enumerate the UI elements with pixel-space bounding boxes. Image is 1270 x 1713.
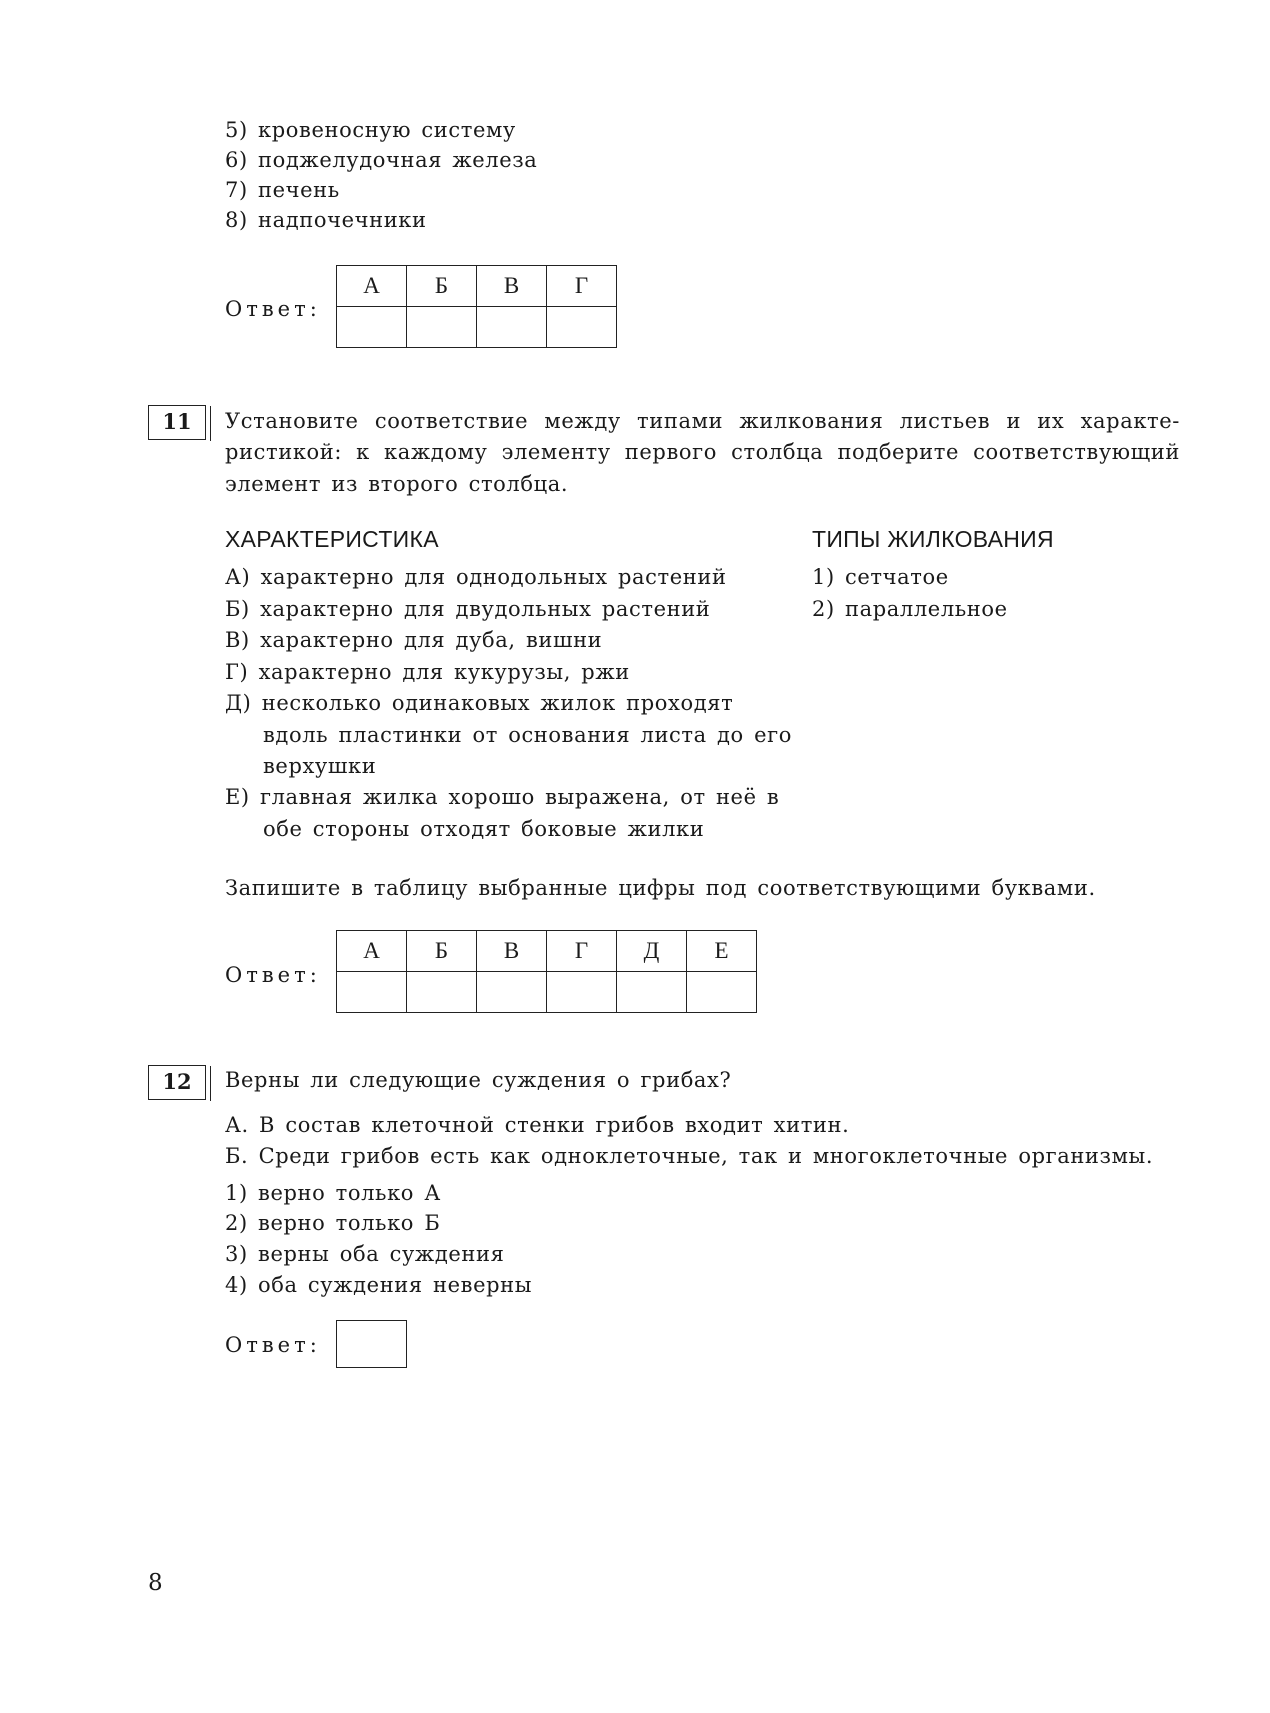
q11-item-v: В) характерно для дуба, вишни (225, 628, 603, 652)
q11-answer-cell-a[interactable] (337, 972, 407, 1013)
q10-header-g: Г (547, 266, 617, 307)
q11-header-e: Е (687, 931, 757, 972)
q10-option-6: 6) поджелудочная железа (225, 148, 538, 172)
q10-header-b: Б (407, 266, 477, 307)
q10-header-a: А (337, 266, 407, 307)
q12-statement-a: А. В состав клеточной стенки грибов входит хитин. (225, 1113, 850, 1137)
q12-statement-b: Б. Среди грибов есть как одноклеточные, так и многоклеточные организмы. (225, 1144, 1154, 1168)
q11-answer-label: Ответ: (225, 963, 321, 987)
q11-type-2: 2) параллельное (812, 597, 1008, 621)
q11-header-a: А (337, 931, 407, 972)
q11-answer-cell-b[interactable] (407, 972, 477, 1013)
q11-answer-cell-d[interactable] (617, 972, 687, 1013)
q10-option-7: 7) печень (225, 178, 340, 202)
q11-answer-cell-e[interactable] (687, 972, 757, 1013)
q11-item-e: Е) главная жилка хорошо выражена, от неё в обе стороны отходят боковые жилки (225, 785, 780, 841)
q10-answer-cell-g[interactable] (547, 307, 617, 348)
q11-prompt-line-3: элемент из второго столбца. (225, 472, 569, 496)
q12-prompt: Верны ли следующие суждения о грибах? (225, 1068, 732, 1092)
q10-header-v: В (477, 266, 547, 307)
q10-answer-cell-b[interactable] (407, 307, 477, 348)
q11-answer-cell-v[interactable] (477, 972, 547, 1013)
q11-left-header: ХАРАКТЕРИСТИКА (225, 526, 439, 552)
q11-item-a: А) характерно для однодольных растений (225, 565, 727, 589)
q11-number-box: 11 (148, 405, 206, 440)
q11-right-header: ТИПЫ ЖИЛКОВАНИЯ (812, 526, 1054, 552)
q12-option-4: 4) оба суждения неверны (225, 1273, 533, 1297)
q11-item-g: Г) характерно для кукурузы, ржи (225, 660, 630, 684)
q11-prompt-line-1: Установите соответствие между типами жилкования листьев и их характе- (225, 409, 1180, 433)
q12-option-2: 2) верно только Б (225, 1211, 441, 1235)
q11-prompt-line-2: ристикой: к каждому элементу первого столбца подберите соответствующий (225, 440, 1180, 464)
q10-answer-label: Ответ: (225, 297, 321, 321)
q12-option-1: 1) верно только А (225, 1181, 441, 1205)
q12-number-box: 12 (148, 1065, 206, 1100)
q10-option-8: 8) надпочечники (225, 208, 427, 232)
q11-header-d: Д (617, 931, 687, 972)
q12-answer-box[interactable] (336, 1320, 407, 1368)
q10-answer-table (336, 265, 617, 348)
q11-answer-table (336, 930, 757, 1013)
q11-item-b: Б) характерно для двудольных растений (225, 597, 711, 621)
q12-option-3: 3) верны оба суждения (225, 1242, 505, 1266)
q10-answer-cell-v[interactable] (477, 307, 547, 348)
q11-answer-cell-g[interactable] (547, 972, 617, 1013)
q10-answer-cell-a[interactable] (337, 307, 407, 348)
q12-answer-label: Ответ: (225, 1333, 321, 1357)
page-number: 8 (148, 1570, 163, 1596)
q11-type-1: 1) сетчатое (812, 565, 949, 589)
q11-header-v: В (477, 931, 547, 972)
q10-option-5: 5) кровеносную систему (225, 118, 516, 142)
q11-header-b: Б (407, 931, 477, 972)
q11-header-g: Г (547, 931, 617, 972)
q11-instruction: Запишите в таблицу выбранные цифры под соответствующими буквами. (225, 876, 1096, 900)
q11-item-d: Д) несколько одинаковых жилок проходят вдоль пластинки от основания листа до его верхушки (225, 691, 792, 778)
